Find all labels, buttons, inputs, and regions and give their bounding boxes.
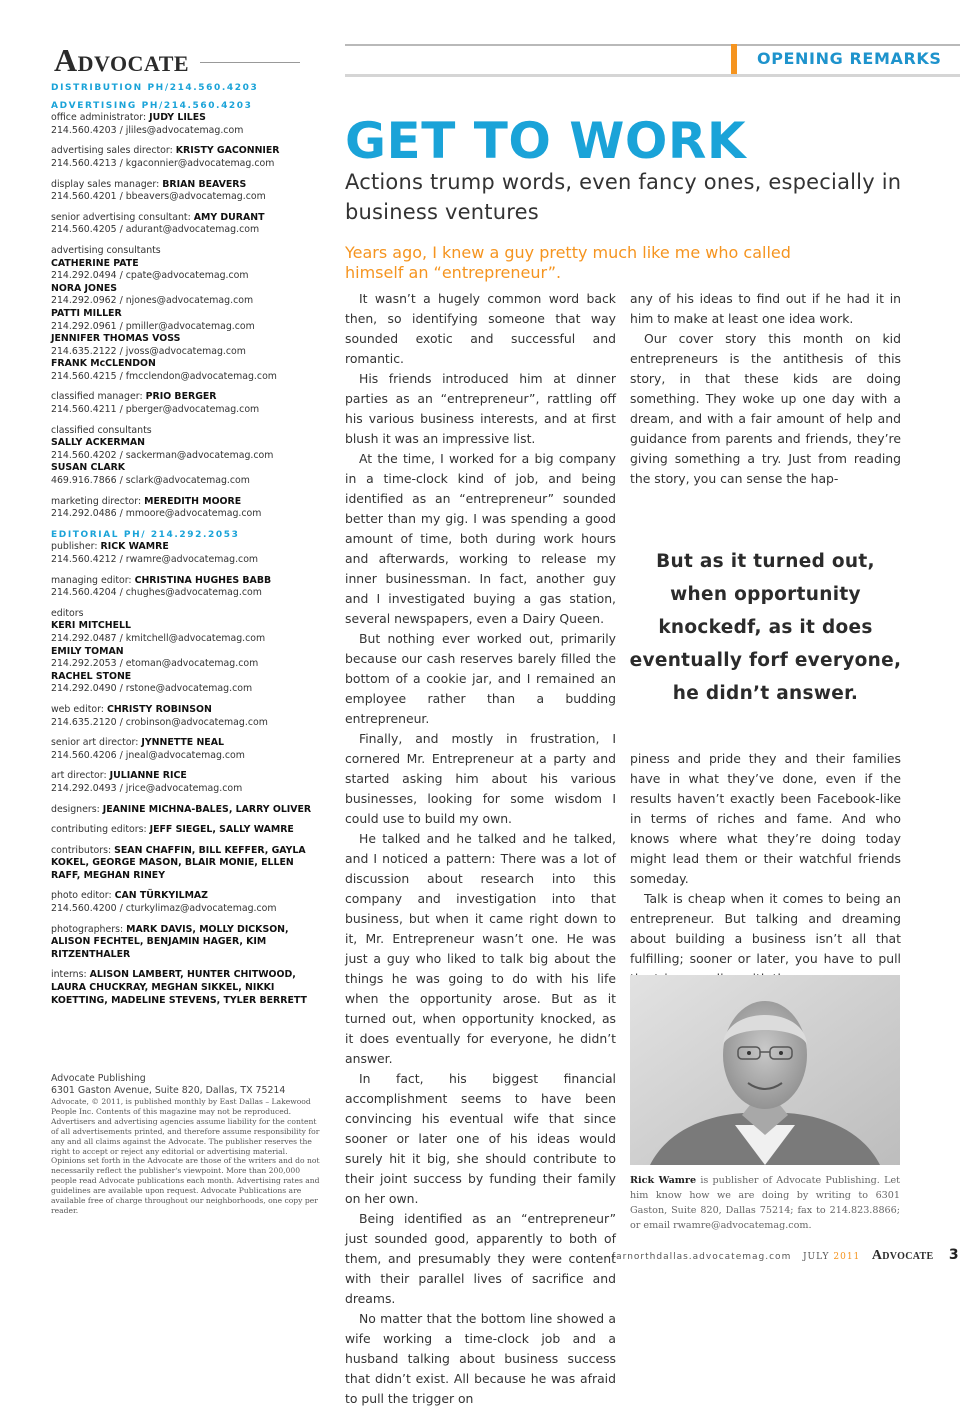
staff-name: RACHEL STONE — [51, 670, 132, 682]
staff-role: contributors: — [51, 844, 112, 856]
masthead-entry — [51, 704, 321, 729]
staff-contact: 214.560.4215 / fmcclendon@advocatemag.com — [51, 370, 277, 382]
staff-name: SUSAN CLARK — [51, 462, 126, 474]
staff-role: classified manager: — [51, 391, 143, 403]
staff-name: JEFF SIEGEL, SALLY WAMRE — [149, 824, 294, 836]
footer-month: JULY — [802, 1252, 830, 1262]
staff-contact: 214.560.4212 / rwamre@advocatemag.com — [51, 554, 259, 565]
staff-line — [51, 824, 321, 837]
masthead-entry — [51, 969, 321, 1007]
article-paragraph: He talked and he talked and he talked, and I noticed a pattern: There was a lot of discussion about research into this company and investigation into that business, but when it came right down to it, Mr. Entrepreneur wasn’t one. He was just a guy who liked to talk big about the things he was going to do with his life when the opportunity arose. But as it turned out, when opportunity knocked, as it does eventually for everyone, he didn’t answer. — [345, 831, 616, 1066]
masthead-entry — [51, 391, 321, 416]
article-paragraph: At the time, I worked for a big company in a time-clock kind of job, and being identified as an “entrepreneur” sounded better than my gig. I was spending a good amount of time, both during work hours and afterwards, working to release my inner businessman. In fact, another guy and I investigated buying a gas station, several newspapers, even a Dairy Queen. — [345, 451, 616, 626]
staff-role: art director: — [51, 770, 107, 782]
staff-name: MARK DAVIS, MOLLY DICKSON, ALISON FECHTEL, BENJAMIN HAGER, KIM RITZENTHALER — [51, 923, 289, 960]
staff-line — [51, 704, 321, 717]
masthead-entry — [51, 425, 321, 488]
logo-text: Advocate — [54, 42, 190, 78]
staff-contact: 214.560.4211 / pberger@advocatemag.com — [51, 404, 260, 416]
staff-contact: 214.560.4204 / chughes@advocatemag.com — [51, 587, 262, 599]
article-paragraph: Being identified as an “entrepreneur” just sounded good, apparently to both of them, and presumably they were content with their parallel lives of sacrifice and dreams. — [345, 1211, 616, 1306]
masthead-entry — [51, 924, 321, 962]
staff-role: photographers: — [51, 923, 124, 935]
article-subhead: Actions trump words, even fancy ones, especially in business ventures — [345, 170, 902, 224]
masthead-entry — [51, 575, 321, 600]
footer-logo-text: Advocate — [871, 1248, 934, 1263]
masthead-entry — [51, 212, 321, 237]
staff-name: JULIANNE RICE — [109, 770, 187, 782]
staff-role: marketing director: — [51, 495, 142, 507]
staff-line — [51, 890, 321, 903]
staff-line — [51, 541, 321, 554]
masthead-section-heading: ADVERTISING PH/214.560.4203 — [51, 100, 253, 111]
section-tab-marker — [731, 44, 737, 74]
staff-role: advertising sales director: — [51, 145, 173, 157]
staff-name: ALISON LAMBERT, HUNTER CHITWOOD, LAURA CHUCKRAY, MEGHAN SIKKEL, NIKKI KOETTING, MADELINE STEVENS, TYLER BERRETT — [51, 969, 307, 1006]
staff-name: JYNNETTE NEAL — [141, 737, 224, 749]
photo-caption — [630, 1173, 900, 1233]
staff-role: designers: — [51, 803, 100, 815]
staff-name: CAN TÜRKYILMAZ — [114, 890, 208, 902]
staff-contact: 214.560.4202 / sackerman@advocatemag.com — [51, 449, 274, 461]
staff-name: NORA JONES — [51, 282, 118, 294]
masthead-entry — [51, 845, 321, 883]
section-label: OPENING REMARKS — [757, 49, 942, 68]
legal-text: Advocate, © 2011, is published monthly by East Dallas – Lakewood People Inc. Contents of this magazine may not be reproduced. Advertisers and advertising agencies assume liability for the content of all advertisements printed, and therefore assume responsibility for any and all claims against the Advocate. The publisher reserves the right to accept or reject any editorial or advertising material. Opinions set forth in the Advocate are those of the writers and do not necessarily reflect the publisher's viewpoint. More than 200,000 people read Advocate publications each month. Advertising rates and guidelines are available upon request. Advocate Publications are available free of charge throughout our neighborhoods, one copy per reader. — [51, 1097, 320, 1215]
staff-line — [51, 145, 321, 158]
staff-name: PATTI MILLER — [51, 307, 122, 319]
staff-line — [51, 179, 321, 192]
masthead-entry — [51, 179, 321, 204]
staff-line — [51, 391, 321, 404]
staff-contact: 214.560.4206 / jneal@advocatemag.com — [51, 749, 245, 761]
masthead-entry — [51, 804, 321, 817]
staff-contact: 214.292.2053 / etoman@advocatemag.com — [51, 658, 259, 670]
publisher-info — [51, 1073, 321, 1216]
staff-name: BRIAN BEAVERS — [162, 178, 247, 190]
staff-contact: 214.292.0962 / njones@advocatemag.com — [51, 295, 254, 307]
staff-name: CATHERINE PATE — [51, 257, 139, 269]
article-paragraph: Our cover story this month on kid entrepreneurs is the antithesis of this story, in that these kids are doing something. They woke up one day with a dream, and with a fair amount of help and guidance from parents and friends, they’re giving something a try. Just from reading the story, you can sense the hap- — [630, 331, 901, 486]
staff-line — [51, 845, 321, 883]
staff-name: SEAN CHAFFIN, BILL KEFFER, GAYLA KOKEL, GEORGE MASON, BLAIR MONIE, ELLEN RAFF, MEGHAN RINEY — [51, 844, 306, 881]
staff-role: managing editor: — [51, 574, 132, 586]
staff-role: contributing editors: — [51, 824, 147, 836]
footer-logo — [872, 1248, 934, 1263]
article-column-right-top — [630, 289, 901, 489]
staff-contact: 214.292.0487 / kmitchell@advocatemag.com — [51, 632, 266, 644]
staff-contact: 214.292.0494 / cpate@advocatemag.com — [51, 270, 249, 282]
staff-contact: 214.292.0486 / mmoore@advocatemag.com — [51, 508, 262, 520]
staff-contact: 214.292.0493 / jrice@advocatemag.com — [51, 782, 243, 794]
staff-name: CHRISTINA HUGHES BABB — [134, 574, 272, 586]
staff-role: office administrator: — [51, 112, 147, 124]
staff-contact: 214.560.4200 / cturkylimaz@advocatemag.com — [51, 903, 277, 915]
staff-role: photo editor: — [51, 890, 112, 902]
article-paragraph: In fact, his biggest financial accomplishment seems to have been convincing his eventual wife that since sooner or later one of his ideas would surely hit it big, she should contribute to their joint success by funding their family on her own. — [345, 1071, 616, 1206]
masthead-entry — [51, 737, 321, 762]
staff-name: CHRISTY ROBINSON — [106, 703, 212, 715]
staff-name: MEREDITH MOORE — [144, 495, 242, 507]
staff-name: RICK WAMRE — [100, 541, 169, 553]
staff-line — [51, 770, 321, 783]
staff-name: JEANINE MICHNA-BALES, LARRY OLIVER — [102, 803, 312, 815]
footer-year: 2011 — [833, 1252, 861, 1262]
staff-name: SALLY ACKERMAN — [51, 437, 145, 449]
article-paragraph: any of his ideas to find out if he had it in him to make at least one idea work. — [630, 291, 901, 326]
publisher-name: Advocate Publishing — [51, 1073, 146, 1084]
staff-name: EMILY TOMAN — [51, 645, 124, 657]
article-paragraph: It wasn’t a hugely common word back then, so identifying someone that way sounded exotic and successful and romantic. — [345, 291, 616, 366]
masthead-entry — [51, 890, 321, 915]
staff-line — [51, 924, 321, 962]
author-photo-illustration — [630, 975, 900, 1165]
staff-contact: 214.635.2122 / jvoss@advocatemag.com — [51, 345, 246, 357]
staff-line — [51, 804, 321, 817]
article-paragraph: Talk is cheap when it comes to being an entrepreneur. But talking and dreaming about building a business isn’t all that fulfilling; sooner or later, you have to pull — [630, 891, 901, 966]
staff-role: publisher: — [51, 541, 98, 553]
staff-name: JENNIFER THOMAS VOSS — [51, 333, 181, 345]
masthead-entry — [51, 145, 321, 170]
article-paragraph: His friends introduced him at dinner parties as an “entrepreneur”, rattling off his various business interests, and at first blush it was an impressive list. — [345, 371, 616, 446]
masthead-section-heading: DISTRIBUTION PH/214.560.4203 — [51, 83, 259, 93]
page-number: 3 — [948, 1247, 960, 1263]
staff-role: advertising consultants — [51, 244, 161, 256]
footer-issue — [795, 1252, 860, 1262]
caption-name: Rick Wamre — [630, 1175, 697, 1186]
article-column-right-bottom — [630, 749, 901, 989]
masthead-entry — [51, 541, 321, 566]
staff-contact: 214.292.0961 / pmiller@advocatemag.com — [51, 320, 255, 332]
staff-line — [51, 212, 321, 225]
footer-url: farnorthdallas.advocatemag.com — [612, 1252, 792, 1262]
staff-contact: 214.292.0490 / rstone@advocatemag.com — [51, 683, 253, 695]
advocate-logo — [54, 42, 189, 79]
staff-line — [51, 575, 321, 588]
article-deck: Years ago, I knew a guy pretty much like me who called himself an “entrepreneur”. — [345, 243, 791, 282]
staff-role: display sales manager: — [51, 178, 160, 190]
page-footer — [612, 1247, 960, 1264]
staff-line — [51, 496, 321, 509]
article-headline: GET TO WORK — [345, 112, 747, 170]
publisher-address: 6301 Gaston Avenue, Suite 820, Dallas, TX 75214 — [51, 1084, 286, 1096]
staff-contact: 214.560.4201 / bbeavers@advocatemag.com — [51, 191, 266, 203]
caption-text: is publisher of Advocate Publishing. Let him know how we are doing by writing to 6301 Gaston, Suite 820, Dallas 75214; fax to 214.823.8866; or email rwamre@advocatemag.com. — [630, 1175, 900, 1231]
staff-contact: 469.916.7866 / sclark@advocatemag.com — [51, 475, 250, 487]
masthead-entry — [51, 112, 321, 137]
staff-role: web editor: — [51, 703, 104, 715]
staff-contact: 214.560.4205 / adurant@advocatemag.com — [51, 224, 260, 236]
masthead-entry — [51, 496, 321, 521]
staff-contact: 214.560.4213 / kgaconnier@advocatemag.com — [51, 157, 275, 169]
staff-name: FRANK McCLENDON — [51, 358, 156, 370]
article-paragraph: Finally, and mostly in frustration, I cornered Mr. Entrepreneur at a party and started asking him about his various businesses, looking for some wisdom I could use to build my own. — [345, 731, 616, 826]
article-paragraph: But nothing ever worked out, primarily because our cash reserves barely filled the bottom of a cookie jar, and I remained an employee rather than a budding entrepreneur. — [345, 631, 616, 726]
staff-name: PRIO BERGER — [145, 391, 217, 403]
staff-role: editors — [51, 607, 84, 619]
masthead-entry — [51, 824, 321, 837]
staff-line — [51, 112, 321, 125]
staff-name: JUDY LILES — [149, 112, 206, 124]
masthead-entry — [51, 245, 321, 384]
masthead-entry — [51, 608, 321, 696]
staff-contact: 214.560.4203 / jliles@advocatemag.com — [51, 124, 244, 136]
staff-contact: 214.635.2120 / crobinson@advocatemag.com — [51, 716, 268, 728]
masthead-staff-list — [51, 82, 321, 1015]
staff-line — [51, 737, 321, 750]
staff-role: senior art director: — [51, 737, 139, 749]
article-paragraph: No matter that the bottom line showed a wife working a time-clock job and a husband talking about business success that didn’t exist. All because he was afraid to pull the trigger on — [345, 1311, 616, 1406]
staff-name: KERI MITCHELL — [51, 620, 131, 632]
article-paragraph: piness and pride they and their families have in what they’ve done, even if the results haven’t exactly been Facebook-like in terms of riches and fame. And who knows where what they’re doing today might lead them or their watchful friends someday. — [630, 751, 901, 886]
staff-role: interns: — [51, 969, 87, 981]
staff-name: KRISTY GACONNIER — [175, 145, 280, 157]
author-photo — [630, 975, 900, 1165]
staff-role: senior advertising consultant: — [51, 211, 191, 223]
staff-line — [51, 969, 321, 1007]
pull-quote: But as it turned out, when opportunity knockedf, as it does eventually forf everyone, he didn’t answer. — [629, 551, 902, 704]
section-header-rule — [345, 74, 960, 77]
logo-rule — [200, 62, 300, 63]
masthead-section-heading: EDITORIAL PH/ 214.292.2053 — [51, 529, 240, 540]
staff-name: AMY DURANT — [193, 211, 265, 223]
masthead-entry — [51, 770, 321, 795]
staff-role: classified consultants — [51, 424, 152, 436]
article-column-left — [345, 289, 616, 1409]
